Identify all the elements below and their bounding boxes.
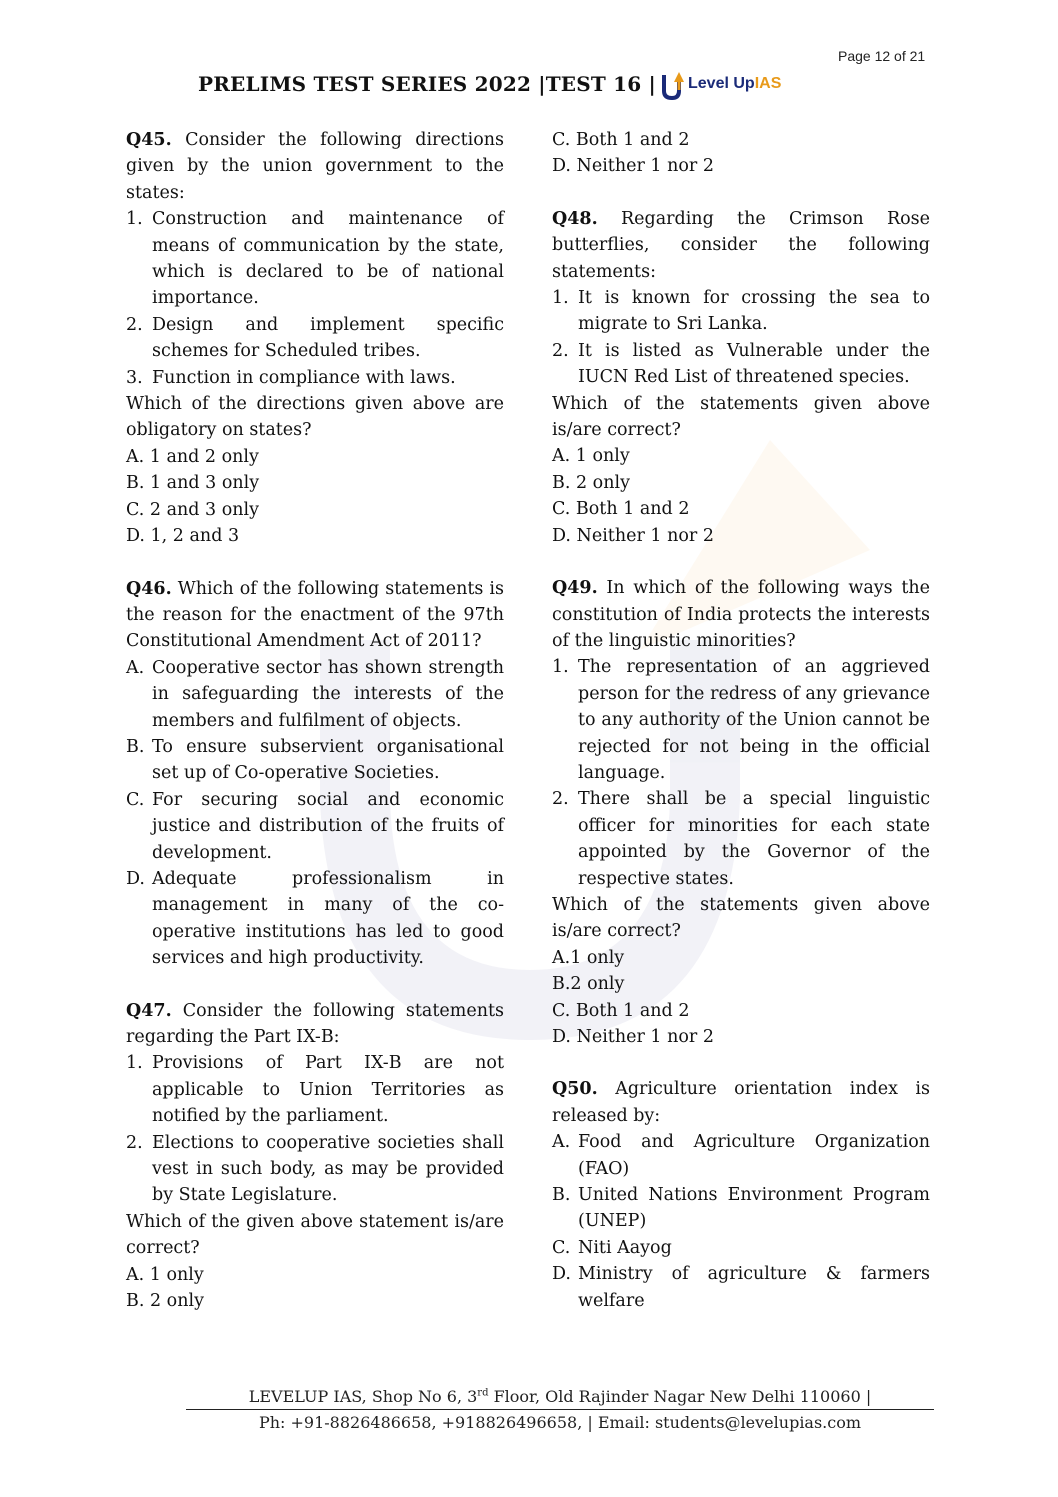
question-stem [552,206,930,285]
question-stem [126,998,504,1051]
answer-option: C. For securing social and economic justice and distribution of the fruits of development. [126,789,504,863]
question-stem [126,127,504,206]
answer-option: A. 1 and 2 only [126,446,259,467]
logo-arrow-icon [660,67,686,101]
statement-item: 1. Provisions of Part IX-B are not applicable to Union Territories as notified by the parliament. [126,1053,504,1127]
question-text: In which of the following ways the constitution of India protects the interests of the linguistic minorities? [552,578,930,651]
question-text: Consider the following statements regarding the Part IX-B: [126,1000,504,1047]
answer-option: D. Neither 1 nor 2 [552,1027,714,1047]
answer-option: D. 1, 2 and 3 [126,526,240,547]
levelup-ias-logo [660,67,781,101]
statement-item: 1. Construction and maintenance of means of communication by the state, which is declared to be of national importance. [126,209,504,309]
question-prompt: Which of the directions given above are obligatory on states? [126,394,504,441]
answer-option: C. Niti Aayog [552,1237,672,1258]
question-48 [552,206,930,549]
logo-text: Level UpIAS [688,75,782,92]
question-stem [126,576,504,655]
statement-item: 2. Design and implement specific schemes for Scheduled tribes. [126,314,504,362]
question-number: Q48. [552,208,598,229]
statement-item: 2. Elections to cooperative societies shall vest in such body, as may be provided by State Legislature. [126,1132,504,1206]
answer-option: B. To ensure subservient organisational set up of Co-operative Societies. [126,736,504,784]
page-footer [186,1386,934,1434]
statement-item: 1. The representation of an aggrieved person for the redress of any grievance to any authority of the Union cannot be rejected for not being in the official language. [552,657,930,783]
question-46 [126,576,504,972]
statement-item: 1. It is known for crossing the sea to migrate to Sri Lanka. [552,288,930,335]
answer-option: D. Neither 1 nor 2 [552,156,714,177]
page-header [198,66,781,102]
question-45 [126,127,504,550]
question-number: Q45. [126,130,172,150]
answer-option: B.2 only [552,974,625,995]
statement-item: 3. Function in compliance with laws. [126,367,456,388]
answer-option: C. Both 1 and 2 [552,1000,690,1021]
question-stem [552,1076,930,1129]
question-text: Regarding the Crimson Rose butterflies, consider the following statements: [552,208,930,282]
answer-option: B. 1 and 3 only [126,473,260,494]
question-prompt: Which of the statements given above is/are correct? [552,894,930,942]
answer-option: D. Ministry of agriculture & farmers welfare [552,1264,930,1311]
header-title: PRELIMS TEST SERIES 2022 |TEST 16 | [198,72,656,96]
question-50 [552,1076,930,1314]
answer-option: B. 2 only [126,1291,204,1312]
question-47 [126,998,504,1315]
answer-option: A.1 only [552,947,625,968]
question-number: Q46. [126,578,172,599]
left-column [126,127,504,1340]
answer-option: A. 1 only [126,1264,204,1285]
answer-option: A. Cooperative sector has shown strength in safeguarding the interests of the members and fulfilment of objects. [126,657,504,731]
question-number: Q47. [126,1000,172,1021]
answer-option: C. 2 and 3 only [126,499,260,520]
page-number: Page 12 of 21 [838,48,926,64]
footer-contact: Ph: +91-8826486658, +918826496658, | Email: students@levelupias.com [258,1413,862,1432]
answer-option: D. Adequate professionalism in management in many of the co-operative institutions has led to good services and high productivity. [126,868,504,969]
question-47-continued [552,127,930,180]
answer-option: D. Neither 1 nor 2 [552,525,714,546]
question-stem [552,575,930,654]
footer-address: LEVELUP IAS, Shop No 6, 3rd Floor, Old Rajinder Nagar New Delhi 110060 | [248,1387,872,1406]
statement-item: 2. It is listed as Vulnerable under the IUCN Red List of threatened species. [552,340,930,388]
right-column [552,127,930,1340]
question-number: Q50. [552,1079,598,1100]
question-text: Agriculture orientation index is released by: [552,1079,930,1126]
answer-option: C. Both 1 and 2 [552,130,690,150]
question-number: Q49. [552,578,598,599]
answer-option: C. Both 1 and 2 [552,499,690,520]
answer-option: A. Food and Agriculture Organization (FAO) [552,1132,930,1179]
statement-item: 2. There shall be a special linguistic officer for minorities for each state appointed by the Governor of the respective states. [552,789,930,889]
question-49 [552,575,930,1050]
answer-option: B. United Nations Environment Program (UNEP) [552,1185,930,1232]
answer-option: A. 1 only [552,446,630,467]
question-text: Consider the following directions given by the union government to the states: [126,130,504,203]
question-text: Which of the following statements is the reason for the enactment of the 97th Constitutional Amendment Act of 2011? [126,578,504,652]
footer-divider [186,1409,934,1410]
answer-option: B. 2 only [552,472,630,493]
question-prompt: Which of the given above statement is/are correct? [126,1211,504,1259]
question-prompt: Which of the statements given above is/are correct? [552,393,930,441]
